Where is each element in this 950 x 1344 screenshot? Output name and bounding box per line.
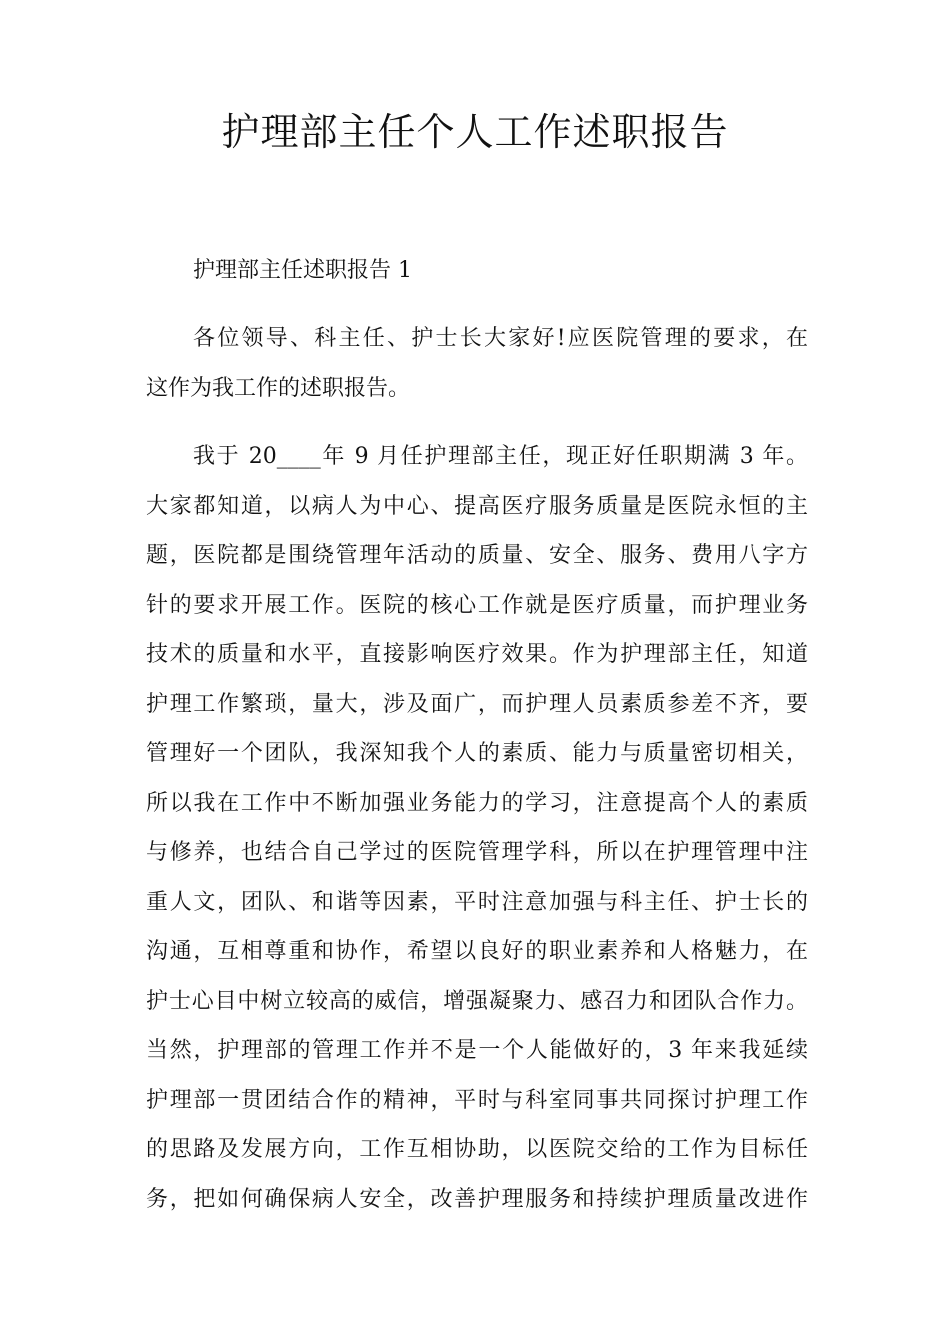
section-subheading bbox=[146, 246, 808, 296]
paragraph-line: 这作为我工作的述职报告。 bbox=[146, 375, 411, 401]
paragraph-line: 护理部一贯团结合作的精神，平时与科室同事共同探讨护理工作 bbox=[146, 1087, 808, 1113]
paragraph-line: 大家都知道，以病人为中心、提高医疗服务质量是医院永恒的主 bbox=[146, 493, 808, 519]
paragraph-main bbox=[146, 432, 808, 1224]
paragraph-line: 当然，护理部的管理工作并不是一个人能做好的，3 年来我延续 bbox=[146, 1038, 808, 1063]
paragraph-line: 的思路及发展方向，工作互相协助，以医院交给的工作为目标任 bbox=[146, 1137, 808, 1162]
paragraph-line: 针的要求开展工作。医院的核心工作就是医疗质量，而护理业务 bbox=[146, 592, 808, 618]
paragraph-line: 各位领导、科主任、护士长大家好!应医院管理的要求，在 bbox=[193, 326, 808, 351]
subheading-text: 护理部主任述职报告 1 bbox=[193, 258, 412, 283]
paragraph-line: 所以我在工作中不断加强业务能力的学习，注意提高个人的素质 bbox=[146, 790, 808, 816]
paragraph-line: 管理好一个团队，我深知我个人的素质、能力与质量密切相关， bbox=[146, 741, 808, 766]
paragraph-line: 护理工作繁琐，量大，涉及面广，而护理人员素质参差不齐，要 bbox=[146, 691, 808, 717]
paragraph-line: 技术的质量和水平，直接影响医疗效果。作为护理部主任，知道 bbox=[146, 642, 808, 667]
paragraph-line: 护士心目中树立较高的威信，增强凝聚力、感召力和团队合作力。 bbox=[146, 988, 808, 1014]
paragraph-line: 与修养，也结合自己学过的医院管理学科，所以在护理管理中注 bbox=[146, 840, 808, 865]
paragraph-line: 沟通，互相尊重和协作，希望以良好的职业素养和人格魅力，在 bbox=[146, 939, 808, 964]
paragraph-line: 重人文，团队、和谐等因素，平时注意加强与科主任、护士长的 bbox=[146, 889, 808, 915]
document-title: 护理部主任个人工作述职报告 bbox=[221, 110, 729, 154]
paragraph-greeting bbox=[146, 314, 808, 413]
paragraph-line: 题，医院都是围绕管理年活动的质量、安全、服务、费用八字方 bbox=[146, 543, 808, 568]
paragraph-line: 我于 20____年 9 月任护理部主任，现正好任职期满 3 年。 bbox=[193, 444, 808, 469]
paragraph-line: 务，把如何确保病人安全，改善护理服务和持续护理质量改进作 bbox=[146, 1186, 808, 1212]
